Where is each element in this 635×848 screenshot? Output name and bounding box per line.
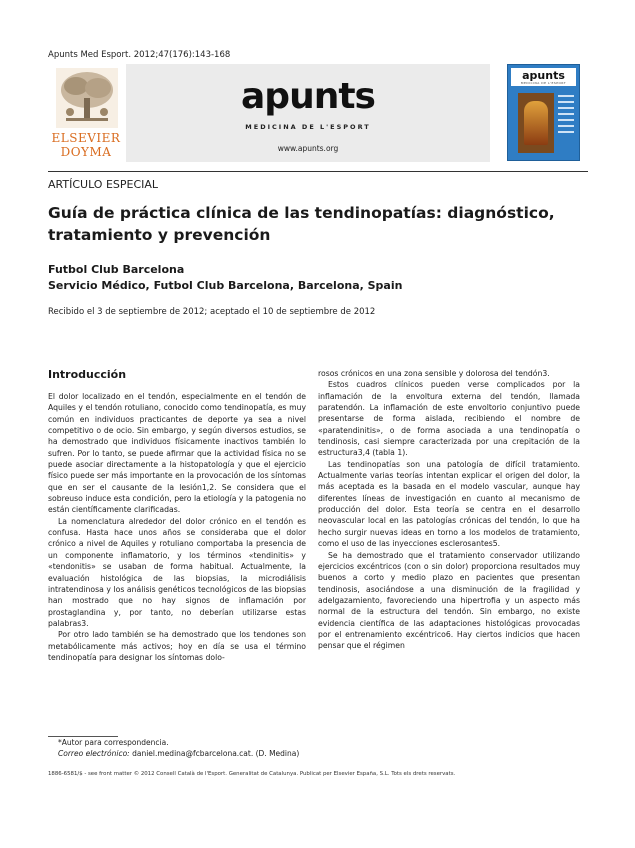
footnote-divider: [48, 736, 118, 737]
affiliation: [48, 262, 578, 294]
footnote-author: *Autor para correspondencia.: [58, 738, 169, 747]
publisher-name-line1: ELSEVIER: [51, 131, 121, 145]
header-divider: [48, 171, 588, 172]
cover-logo: apunts: [522, 69, 565, 82]
journal-subtitle: MEDICINA DE L'ESPORT: [245, 123, 371, 131]
journal-reference: Apunts Med Esport. 2012;47(176):143-168: [48, 50, 231, 60]
affiliation-line1: Futbol Club Barcelona: [48, 263, 185, 276]
journal-logo: apunts: [241, 76, 375, 117]
intro-heading: Introducción: [48, 368, 127, 381]
cover-illustration: [518, 93, 554, 153]
cover-text-lines: [558, 95, 574, 137]
left-column: [48, 391, 306, 663]
publisher-logo: [48, 66, 124, 162]
article-title: Guía de práctica clínica de las tendinopatías: diagnóstico, tratamiento y prevención: [48, 204, 555, 244]
affiliation-line2: Servicio Médico, Futbol Club Barcelona, Barcelona, Spain: [48, 279, 403, 292]
journal-website[interactable]: www.apunts.org: [277, 144, 339, 153]
footnote-email: [58, 749, 299, 758]
paragraph: rosos crónicos en una zona sensible y dolorosa del tendón3.: [318, 369, 550, 378]
journal-masthead: [126, 64, 490, 162]
email-link[interactable]: daniel.medina@fcbarcelona.cat. (D. Medina): [132, 749, 300, 758]
paragraph: La nomenclatura alrededor del dolor crónico en el tendón es confusa. Hasta hace unos años se consideraba que el dolor crónico a nivel de Aquiles y rotuliano comportaba la presencia de un componente inflamatorio, y los términos «tendinitis» y «tendonitis» se usaban de forma habitual. Actualmente, la evaluación histológica de las biopsias, la microdiálisis intratendinosa y los análisis genéticos tecnológicos de las biopsias han mostrado que no hay signos de inflamación por prostaglandina y, por tanto, no deberían utilizarse estas palabras3.: [48, 516, 306, 628]
email-label: Correo electrónico:: [58, 749, 130, 758]
cover-subtitle: MEDICINA DE L'ESPORT: [520, 81, 567, 85]
paragraph: Se ha demostrado que el tratamiento conservador utilizando ejercicios excéntricos (con o sin dolor) proporciona resultados muy buenos a corto y medio plazo en pacientes que presentan tendinosis, asociándose a una disminución de la fragilidad y adelgazamiento, favoreciendo una hipertrofia y un aspecto más normal de la estructura del tendón. Sin embargo, no existe evidencia científica de las adaptaciones histológicas provocadas por el entrenamiento excéntrico6. Hay ciertos indicios que hacen pensar que el régimen: [318, 550, 580, 651]
copyright-line: 1886-6581/$ - see front matter © 2012 Consell Català de l'Esport. Generalitat de Catalunya. Publicat per Elsevier España, S.L. Tots els drets reservats.: [48, 771, 456, 777]
journal-cover: [507, 64, 580, 161]
paragraph: Por otro lado también se ha demostrado que los tendones son metabólicamente más activos; hoy en día se usa el término tendinopatía para designar los síntomas dolo-: [48, 630, 306, 662]
right-column: [318, 368, 580, 652]
paragraph: Estos cuadros clínicos pueden verse complicados por la inflamación de la envoltura externa del tendón, llamada paratendón. La inflamación de este envoltorio conjuntivo puede presentarse de forma aislada, recibiendo el nombre de «paratendinitis», o de forma asociada a una tendinopatía o tendinosis, casi siempre caracterizada por una crepitación de la estructura3,4 (tabla 1).: [318, 380, 580, 458]
publisher-name-line2: DOYMA: [60, 145, 112, 159]
received-dates: Recibido el 3 de septiembre de 2012; aceptado el 10 de septiembre de 2012: [48, 307, 376, 317]
elsevier-tree-icon: [56, 68, 118, 128]
paragraph: El dolor localizado en el tendón, especialmente en el tendón de Aquiles y el tendón rotuliano, conocido como tendinopatía, es muy común en individuos practicantes de deporte ya sea a nivel competitivo o de ocio. Sin embargo, y según diversos estudios, se ha demostrado que individuos físicamente inactivos también lo sufren. Por lo tanto, se puede afirmar que la actividad física no se puede asociar directamente a la histopatología y que el ejercicio físico puede ser más importante en la provocación de los síntomas que en ser el causante de la lesión1,2. Se considera que el sobreuso induce esta condición, pero la etiología y la patogenia no están científicamente clarificadas.: [48, 392, 306, 515]
section-label: ARTÍCULO ESPECIAL: [48, 178, 159, 191]
paragraph: Las tendinopatías son una patología de difícil tratamiento. Actualmente varias teorías intentan explicar el origen del dolor, la más aceptada es la basada en el modelo vascular, aunque hay diferentes líneas de investigación en cuanto al mecanismo de producción del dolor. Esta teoría se centra en el desarrollo neovascular local en las patologías crónicas del tendón, lo que ha hecho surgir nuevas ideas en torno a los modelos de tratamiento, como el uso de las inyecciones esclerosantes5.: [318, 459, 580, 549]
